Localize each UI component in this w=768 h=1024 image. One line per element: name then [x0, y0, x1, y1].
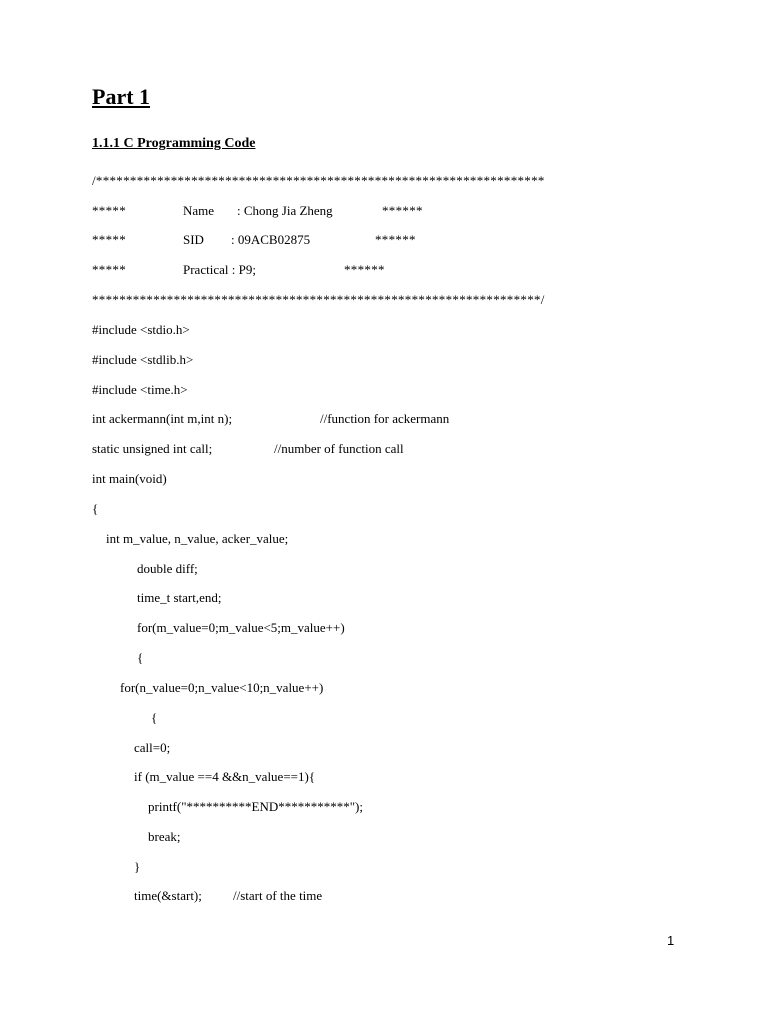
part-title: Part 1 [92, 84, 151, 109]
code-line: #include <time.h> [92, 382, 188, 397]
code-line: time_t start,end; [137, 590, 222, 605]
code-line: int m_value, n_value, acker_value; [106, 531, 289, 546]
code-line: } [134, 859, 141, 874]
comment-stars-left: ***** [92, 232, 126, 247]
code-line: #include <stdio.h> [92, 322, 190, 337]
sid-value: : 09ACB02875 [231, 232, 311, 247]
code-comment: //number of function call [274, 441, 404, 456]
comment-stars-right: ****** [382, 203, 423, 218]
code-line: { [137, 650, 144, 665]
code-line: double diff; [137, 561, 198, 576]
code-line: for(n_value=0;n_value<10;n_value++) [120, 680, 324, 695]
code-line: static unsigned int call; [92, 441, 213, 456]
code-line: { [92, 501, 99, 516]
comment-stars-right: ****** [375, 232, 416, 247]
code-line: break; [148, 829, 181, 844]
comment-border-bottom: ******************************************************************/ [92, 292, 545, 307]
code-line: #include <stdlib.h> [92, 352, 194, 367]
code-line: printf("**********END***********"); [148, 799, 363, 814]
comment-stars-left: ***** [92, 203, 126, 218]
code-line: int main(void) [92, 471, 167, 486]
code-line: { [151, 710, 158, 725]
sid-label: SID [183, 232, 204, 247]
name-value: : Chong Jia Zheng [237, 203, 333, 218]
code-line: time(&start); [134, 888, 202, 903]
page-number: 1 [667, 933, 675, 948]
code-comment: //start of the time [233, 888, 323, 903]
code-line: for(m_value=0;m_value<5;m_value++) [137, 620, 345, 635]
code-line: if (m_value ==4 &&n_value==1){ [134, 769, 316, 784]
comment-stars-left: ***** [92, 262, 126, 277]
code-line: call=0; [134, 740, 171, 755]
practical-line: Practical : P9; [183, 262, 256, 277]
comment-border-top: /****************************************************************** [92, 173, 545, 188]
code-comment: //function for ackermann [320, 411, 450, 426]
name-label: Name [183, 203, 215, 218]
code-line: int ackermann(int m,int n); [92, 411, 233, 426]
section-heading: 1.1.1 C Programming Code [92, 136, 256, 151]
comment-stars-right: ****** [344, 262, 385, 277]
